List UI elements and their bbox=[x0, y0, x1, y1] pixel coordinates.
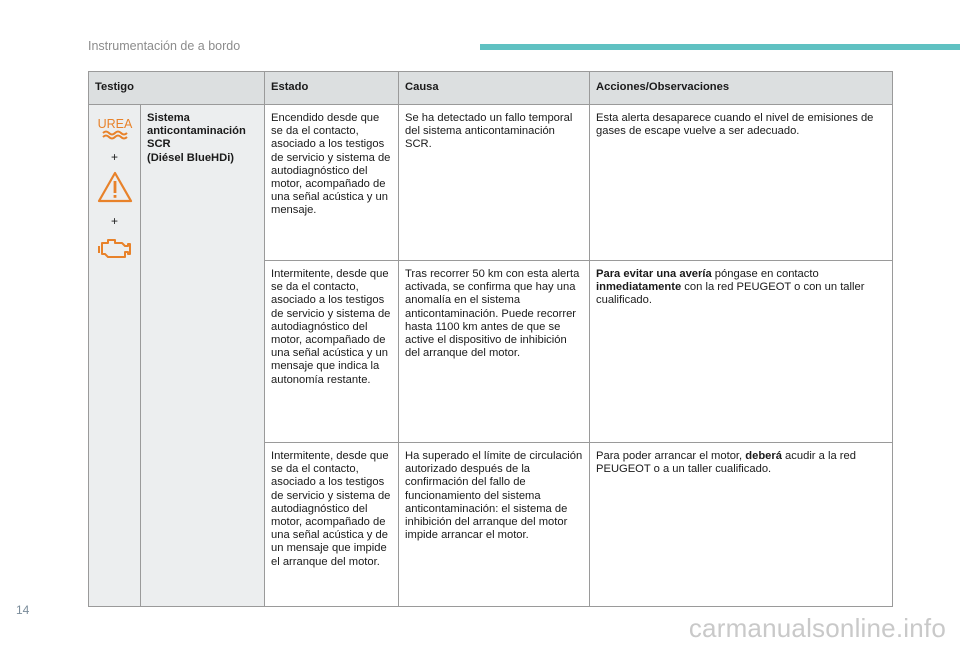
causa-cell: Tras recorrer 50 km con esta alerta activada, se confirma que hay una anomalía en el sistema anticontaminación. Puede recorrer hasta 1100 km antes de que se active el dispositivo de inhibición del arranque del motor. bbox=[399, 261, 590, 443]
table-header-row bbox=[89, 72, 893, 105]
acciones-bold-text: deberá bbox=[745, 450, 782, 462]
warning-lights-table bbox=[88, 71, 893, 607]
acciones-bold-text: inmediatamente bbox=[596, 281, 682, 294]
acciones-cell: Esta alerta desaparece cuando el nivel de emisiones de gases de escape vuelve a ser adecuado. bbox=[590, 105, 893, 261]
acciones-bold-text: Para evitar una avería bbox=[596, 268, 712, 280]
table-row bbox=[89, 105, 893, 261]
acciones-text: Para poder arrancar el motor, bbox=[596, 450, 746, 462]
site-watermark: carmanualsonline.info bbox=[688, 613, 946, 643]
system-name-cell bbox=[141, 105, 265, 607]
page-section-title: Instrumentación de a bordo bbox=[88, 39, 241, 53]
causa-cell: Se ha detectado un fallo temporal del sistema anticontaminación SCR. bbox=[399, 105, 590, 261]
causa-cell: Ha superado el límite de circulación autorizado después de la confirmación del fallo de funcionamiento del sistema anticontaminación: el sistema de inhibición del arranque del motor impide arrancar el motor. bbox=[399, 443, 590, 607]
header-accent-bar bbox=[480, 44, 960, 50]
svg-text:UREA: UREA bbox=[97, 117, 132, 131]
warning-triangle-icon bbox=[96, 170, 134, 204]
system-name-line: SCR bbox=[147, 138, 171, 151]
column-header-causa: Causa bbox=[399, 72, 590, 105]
system-name-line: Sistema bbox=[147, 112, 190, 124]
column-header-testigo: Testigo bbox=[89, 72, 265, 105]
plus-sign: + bbox=[110, 213, 118, 228]
acciones-text: póngase en contacto bbox=[711, 268, 819, 280]
acciones-cell bbox=[590, 261, 893, 443]
plus-sign: + bbox=[110, 150, 118, 165]
warning-icons-cell bbox=[89, 105, 141, 607]
page-number: 14 bbox=[16, 603, 30, 617]
system-name-line: anticontaminación bbox=[147, 125, 246, 138]
estado-cell: Encendido desde que se da el contacto, asociado a los testigos de servicio y sistema de autodiagnóstico del motor, acompañado de una señal acústica y un mensaje. bbox=[265, 105, 399, 261]
acciones-cell bbox=[590, 443, 893, 607]
system-name-line: (Diésel BlueHDi) bbox=[147, 151, 235, 164]
column-header-acciones: Acciones/Observaciones bbox=[590, 72, 893, 105]
engine-check-icon bbox=[95, 234, 135, 262]
estado-cell: Intermitente, desde que se da el contacto, asociado a los testigos de servicio y sistema de autodiagnóstico del motor, acompañado de una señal acústica y un mensaje que indica la autonomía restante. bbox=[265, 261, 399, 443]
estado-cell: Intermitente, desde que se da el contacto, asociado a los testigos de servicio y sistema de autodiagnóstico del motor, acompañado de una señal acústica y de un mensaje que impide el arranque del motor. bbox=[265, 443, 399, 607]
acciones-text: acudir a la red PEUGEOT o a un taller cualificado. bbox=[596, 450, 856, 476]
column-header-estado: Estado bbox=[265, 72, 399, 105]
urea-warning-icon bbox=[95, 115, 135, 141]
acciones-text: con la red PEUGEOT o con un taller cualificado. bbox=[596, 281, 865, 307]
